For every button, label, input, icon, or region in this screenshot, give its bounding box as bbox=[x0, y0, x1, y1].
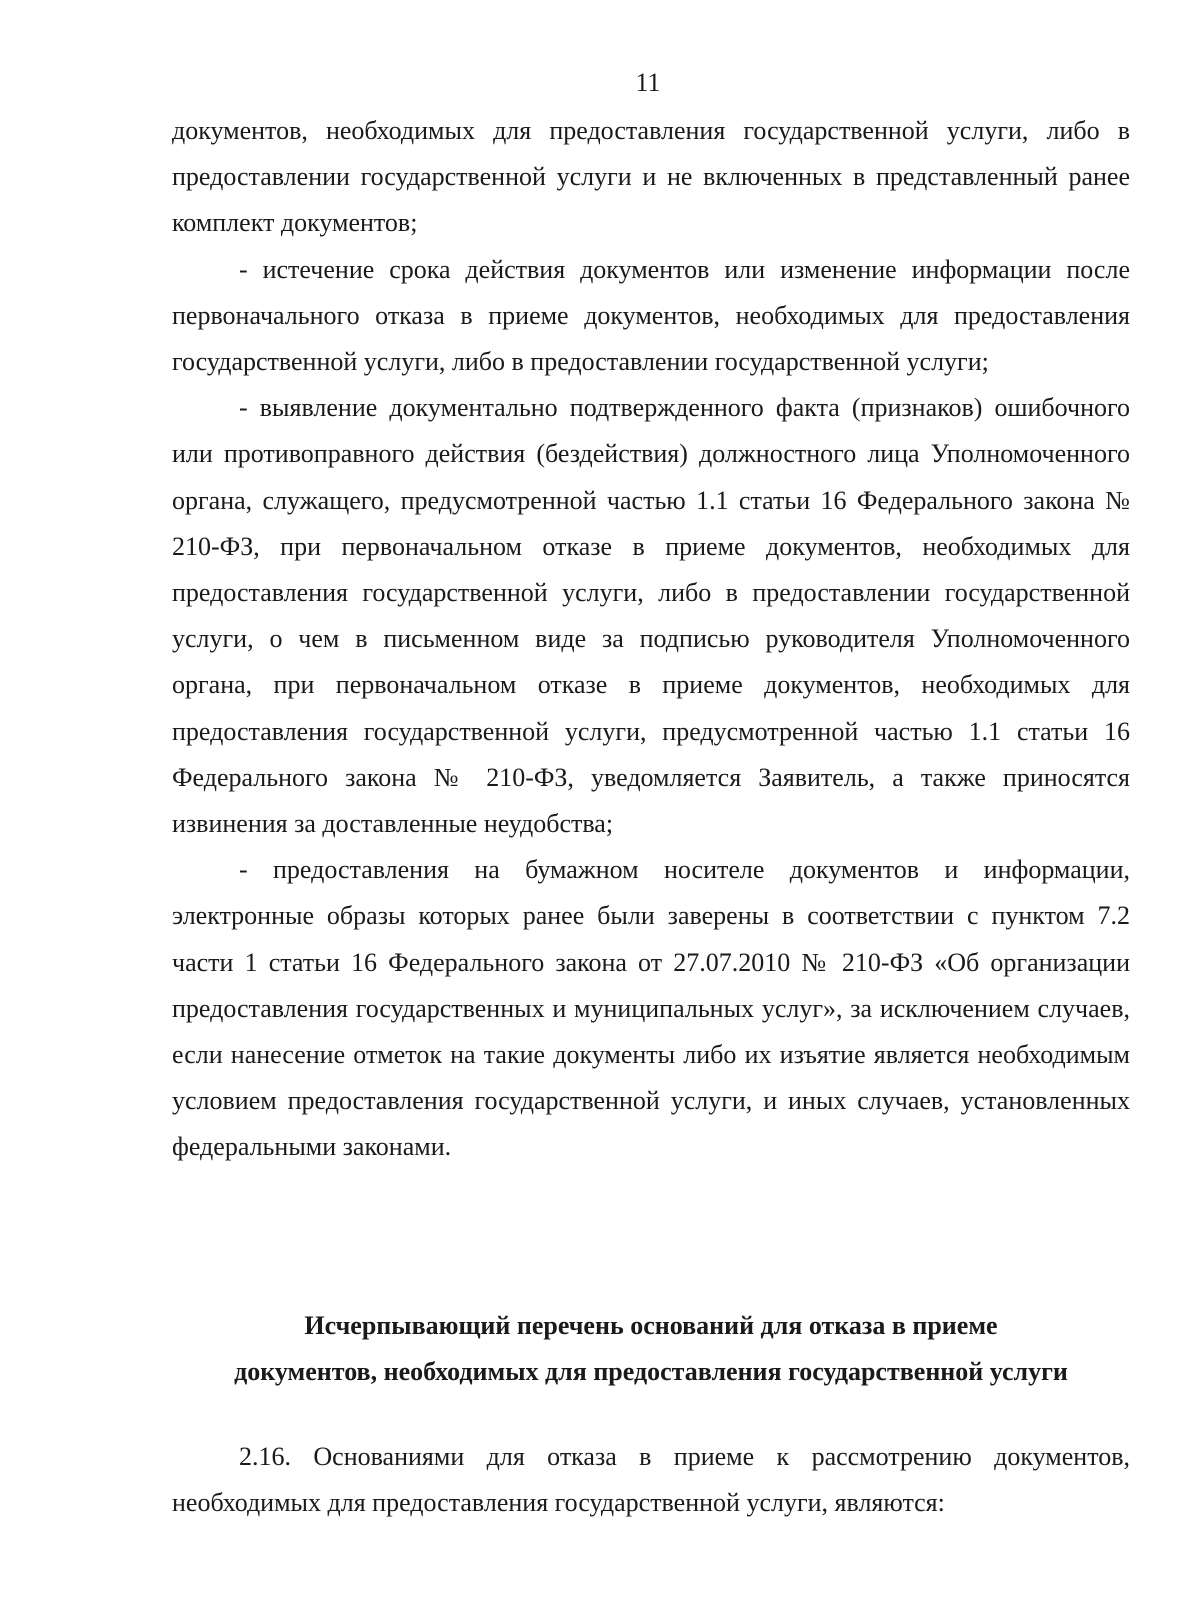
section-heading-line-1: Исчерпывающий перечень оснований для отказа в приеме bbox=[304, 1311, 998, 1340]
paragraph-paper-documents: - предоставления на бумажном носителе документов и информации, электронные образы которых ранее были заверены в соответствии с пунктом 7.2 части 1 статьи 16 Федерального закона от 27.07.2010 № 210-ФЗ «Об организации предоставления государственных и муниципальных услуг», за исключением случаев, если нанесение отметок на такие документы либо их изъятие является необходимым условием предоставления государственной услуги, и иных случаев, установленных федеральными законами. bbox=[172, 855, 1130, 1162]
page-number: 11 bbox=[635, 68, 661, 97]
paragraph-expiry: - истечение срока действия документов или изменение информации после первоначального отказа в приеме документов, необходимых для предоставления государственной услуги, либо в предоставлении государственной услуги; bbox=[172, 254, 1130, 377]
paragraph-erroneous-action: - выявление документально подтвержденного факта (признаков) ошибочного или противоправного действия (бездействия) должностного лица Уполномоченного органа, служащего, предусмотренной частью 1.1 статьи 16 Федерального закона № 210-ФЗ, при первоначальном отказе в приеме документов, необходимых для предоставления государственной услуги, либо в предоставлении государственной услуги, о чем в письменном виде за подписью руководителя Уполномоченного органа, при первоначальном отказе в приеме документов, необходимых для предоставления государственной услуги, предусмотренной частью 1.1 статьи 16 Федерального закона № 210-ФЗ, уведомляется Заявитель, а также приносятся извинения за доставленные неудобства; bbox=[172, 393, 1130, 839]
section-body bbox=[172, 1434, 1130, 1526]
section-heading-line-2: документов, необходимых для предоставления государственной услуги bbox=[234, 1357, 1068, 1386]
body-text bbox=[172, 108, 1130, 1171]
section-heading bbox=[172, 1303, 1130, 1395]
paragraph-2-16: 2.16. Основаниями для отказа в приеме к рассмотрению документов, необходимых для предоставления государственной услуги, являются: bbox=[172, 1442, 1130, 1517]
paragraph-continuation: документов, необходимых для предоставления государственной услуги, либо в предоставлении государственной услуги и не включенных в представленный ранее комплект документов; bbox=[172, 116, 1130, 238]
